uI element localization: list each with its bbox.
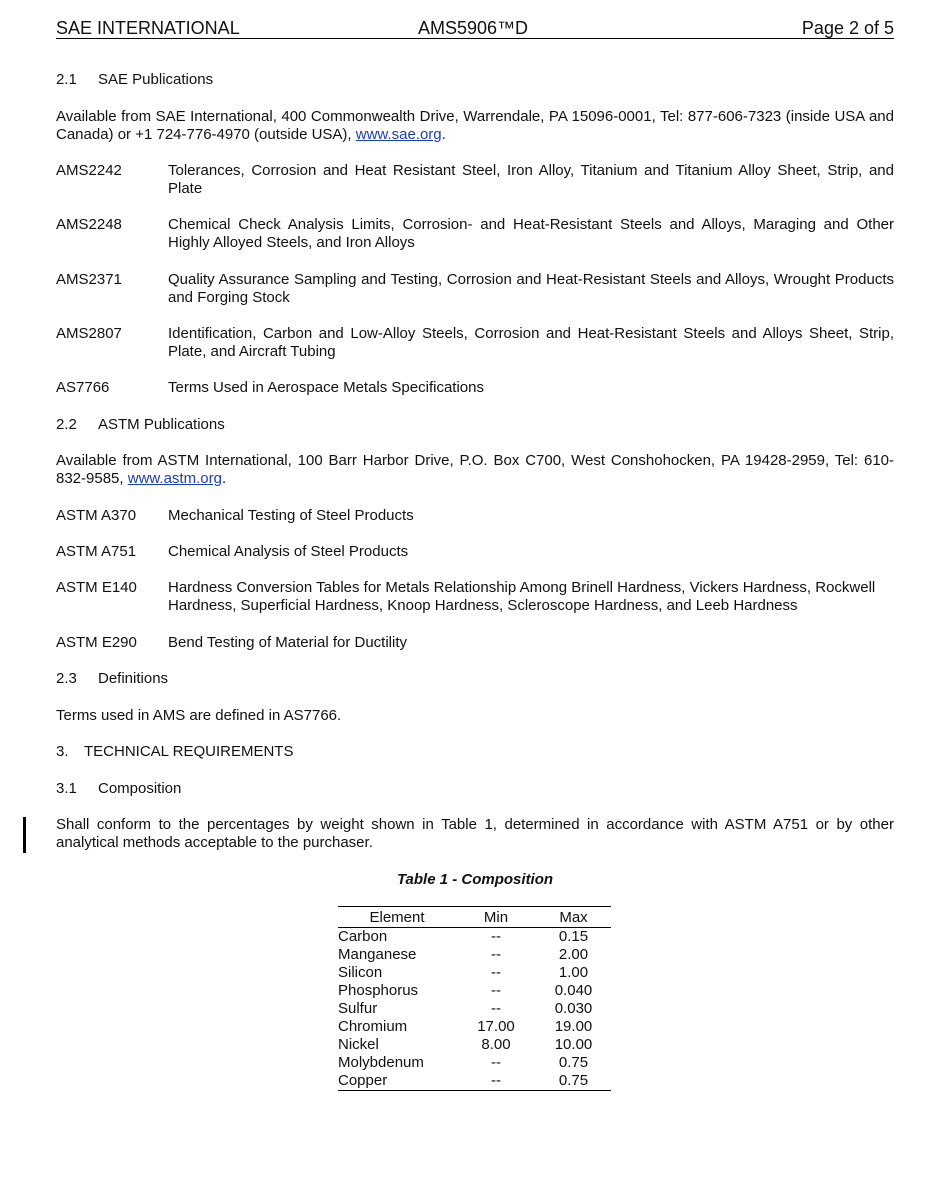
reference-title: Chemical Check Analysis Limits, Corrosion- and Heat-Resistant Steels and Alloys, Maraging and Other Highly Alloyed Steels, and Iron Alloys	[168, 216, 894, 251]
max-cell: 10.00	[554, 1036, 593, 1053]
reference-title: Identification, Carbon and Low-Alloy Steels, Corrosion and Heat-Resistant Steels and Alloys Sheet, Strip, Plate, and Aircraft Tubing	[168, 325, 894, 360]
min-cell: --	[491, 982, 501, 999]
min-cell: --	[491, 964, 501, 981]
min-cell: --	[491, 1054, 501, 1071]
reference-code: ASTM E140	[56, 579, 137, 596]
reference-title: Hardness Conversion Tables for Metals Relationship Among Brinell Hardness, Vickers Hardness, Rockwell Hardness, Superficial Hardness, Knoop Hardness, Scleroscope Hardness, and Leeb Hardness	[168, 579, 876, 614]
min-cell: 8.00	[481, 1036, 511, 1053]
reference-code: ASTM A751	[56, 543, 137, 560]
section-2-2-heading: 2.2 ASTM Publications	[56, 416, 225, 433]
reference-code: AMS2807	[56, 325, 122, 342]
reference-title: Quality Assurance Sampling and Testing, Corrosion and Heat-Resistant Steels and Alloys, Wrought Products and Forging Stock	[168, 271, 894, 306]
table-row	[338, 928, 611, 947]
max-cell: 0.040	[554, 982, 593, 999]
min-cell: --	[491, 946, 501, 963]
element-cell: Nickel	[338, 1036, 379, 1053]
reference-title: Tolerances, Corrosion and Heat Resistant Steel, Iron Alloy, Titanium and Titanium Alloy Sheet, Strip, and Plate	[168, 162, 894, 197]
table-row	[338, 1072, 611, 1091]
reference-code: AMS2371	[56, 271, 122, 288]
min-cell: 17.00	[477, 1018, 515, 1035]
section-2-1-paragraph: Available from SAE International, 400 Commonwealth Drive, Warrendale, PA 15096-0001, Tel: 877-606-7323 (inside USA and Canada) or +1 724-776-4970 (outside USA), www.sae.org.	[56, 108, 894, 143]
section-3-1-paragraph: Shall conform to the percentages by weight shown in Table 1, determined in accordance with ASTM A751 or by other analytical methods acceptable to the purchaser.	[56, 816, 894, 851]
reference-title: Terms Used in Aerospace Metals Specifications	[168, 379, 484, 396]
astm-website-link[interactable]: www.astm.org	[127, 470, 222, 487]
element-cell: Manganese	[338, 946, 417, 963]
reference-title: Bend Testing of Material for Ductility	[168, 634, 407, 651]
table-header-row	[338, 907, 611, 928]
table-row	[338, 946, 611, 964]
table-row	[338, 1018, 611, 1036]
sae-website-link[interactable]: www.sae.org	[355, 126, 442, 143]
reference-code: AMS2248	[56, 216, 122, 233]
column-header-element: Element	[338, 907, 456, 928]
max-cell: 0.15	[558, 928, 589, 945]
element-cell: Carbon	[338, 928, 388, 945]
section-3-heading: 3. TECHNICAL REQUIREMENTS	[56, 743, 294, 760]
reference-code: AS7766	[56, 379, 110, 396]
table-row	[338, 1000, 611, 1018]
max-cell: 0.75	[558, 1054, 589, 1071]
max-cell: 19.00	[554, 1018, 593, 1035]
column-header-min: Min	[456, 907, 536, 928]
max-cell: 0.75	[558, 1072, 589, 1089]
element-cell: Phosphorus	[338, 982, 419, 999]
section-2-3-heading: 2.3 Definitions	[56, 670, 169, 687]
section-2-1-heading: 2.1 SAE Publications	[56, 71, 214, 88]
element-cell: Molybdenum	[338, 1054, 424, 1071]
table-row	[338, 982, 611, 1000]
table-row	[338, 1036, 611, 1054]
min-cell: --	[491, 1072, 501, 1089]
max-cell: 2.00	[558, 946, 589, 963]
revision-bar	[23, 817, 26, 853]
min-cell: --	[491, 928, 501, 945]
element-cell: Sulfur	[338, 1000, 378, 1017]
table-row	[338, 964, 611, 982]
column-header-max: Max	[536, 907, 611, 928]
composition-table	[338, 906, 611, 1091]
reference-code: ASTM A370	[56, 507, 137, 524]
section-2-2-paragraph: Available from ASTM International, 100 Barr Harbor Drive, P.O. Box C700, West Conshohocken, PA 19428-2959, Tel: 610-832-9585, www.astm.org.	[56, 452, 894, 487]
min-cell: --	[491, 1000, 501, 1017]
max-cell: 0.030	[554, 1000, 593, 1017]
reference-code: ASTM E290	[56, 634, 137, 651]
max-cell: 1.00	[558, 964, 589, 981]
header-doc-number: AMS5906™D	[418, 18, 529, 38]
section-2-3-paragraph: Terms used in AMS are defined in AS7766.	[56, 707, 342, 724]
reference-title: Mechanical Testing of Steel Products	[168, 507, 414, 524]
section-3-1-heading: 3.1 Composition	[56, 780, 182, 797]
reference-code: AMS2242	[56, 162, 122, 179]
header-org: SAE INTERNATIONAL	[56, 18, 240, 38]
element-cell: Chromium	[338, 1018, 408, 1035]
reference-title: Chemical Analysis of Steel Products	[168, 543, 409, 560]
table-title: Table 1 - Composition	[396, 871, 554, 888]
header-page-number: Page 2 of 5	[801, 18, 894, 38]
running-header	[56, 18, 894, 39]
element-cell: Silicon	[338, 964, 383, 981]
table-row	[338, 1054, 611, 1072]
element-cell: Copper	[338, 1072, 388, 1089]
